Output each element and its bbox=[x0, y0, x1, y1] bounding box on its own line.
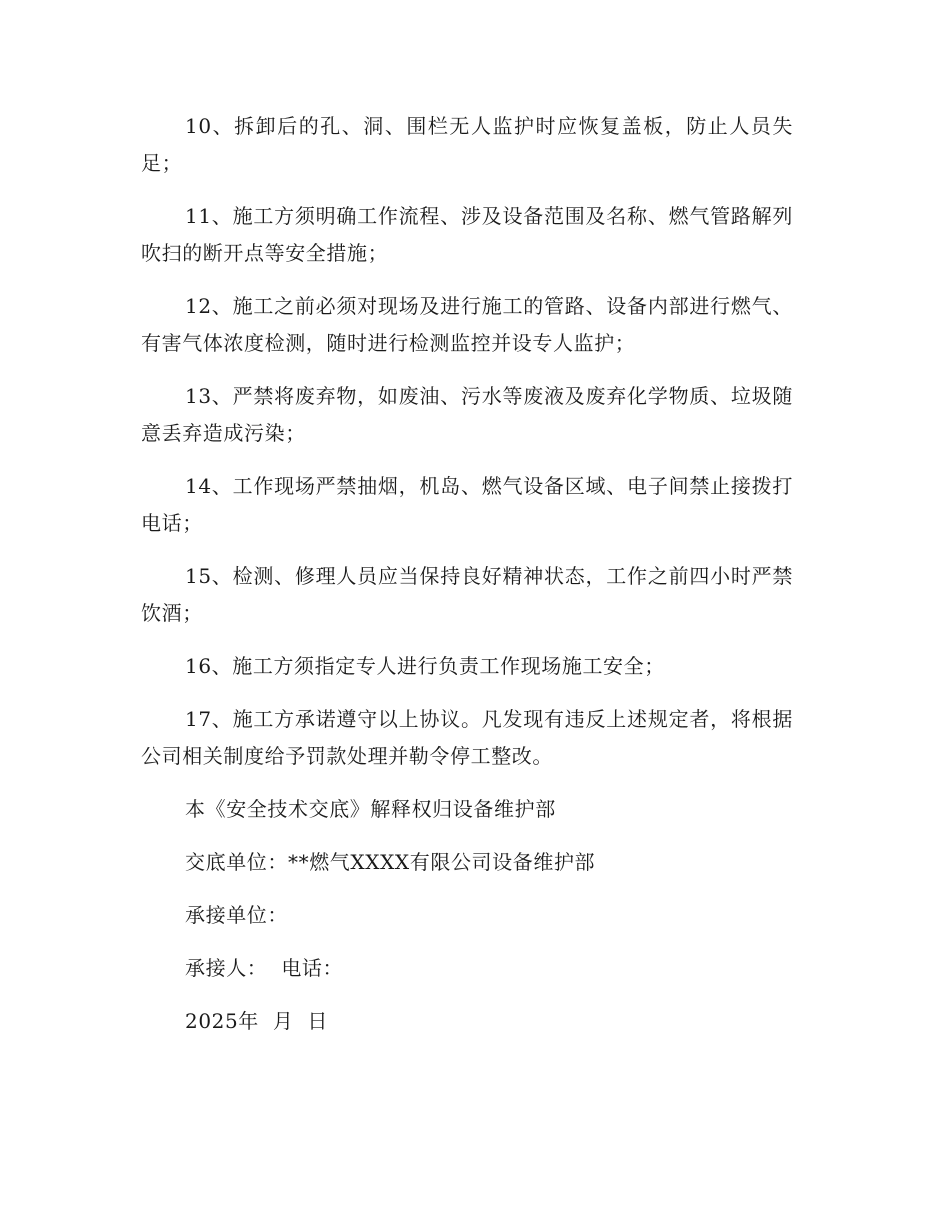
issuing-unit: 交底单位：**燃气XXXX有限公司设备维护部 bbox=[185, 850, 596, 874]
clause-14: 14、工作现场严禁抽烟，机岛、燃气设备区域、电子间禁止接拨打电话； bbox=[141, 474, 793, 535]
clause-10: 10、拆卸后的孔、洞、围栏无人监护时应恢复盖板，防止人员失足； bbox=[141, 114, 793, 175]
clause-16: 16、施工方须指定专人进行负责工作现场施工安全； bbox=[185, 654, 665, 678]
clause-15: 15、检测、修理人员应当保持良好精神状态，工作之前四小时严禁饮酒； bbox=[141, 564, 793, 625]
interpretation-statement: 本《安全技术交底》解释权归设备维护部 bbox=[185, 797, 556, 821]
recipient-phone: 承接人： 电话： bbox=[185, 956, 344, 980]
receiving-unit: 承接单位： bbox=[185, 903, 288, 927]
document-body bbox=[141, 108, 793, 1056]
clause-11: 11、施工方须明确工作流程、涉及设备范围及名称、燃气管路解列吹扫的断开点等安全措施； bbox=[141, 204, 793, 265]
signature-date: 2025年 月 日 bbox=[185, 1009, 328, 1033]
clause-17: 17、施工方承诺遵守以上协议。凡发现有违反上述规定者，将根据公司相关制度给予罚款处理并勒令停工整改。 bbox=[141, 707, 793, 768]
clause-13: 13、严禁将废弃物，如废油、污水等废液及废弃化学物质、垃圾随意丢弃造成污染； bbox=[141, 384, 793, 445]
clause-12: 12、施工之前必须对现场及进行施工的管路、设备内部进行燃气、有害气体浓度检测，随时进行检测监控并设专人监护； bbox=[141, 294, 793, 355]
